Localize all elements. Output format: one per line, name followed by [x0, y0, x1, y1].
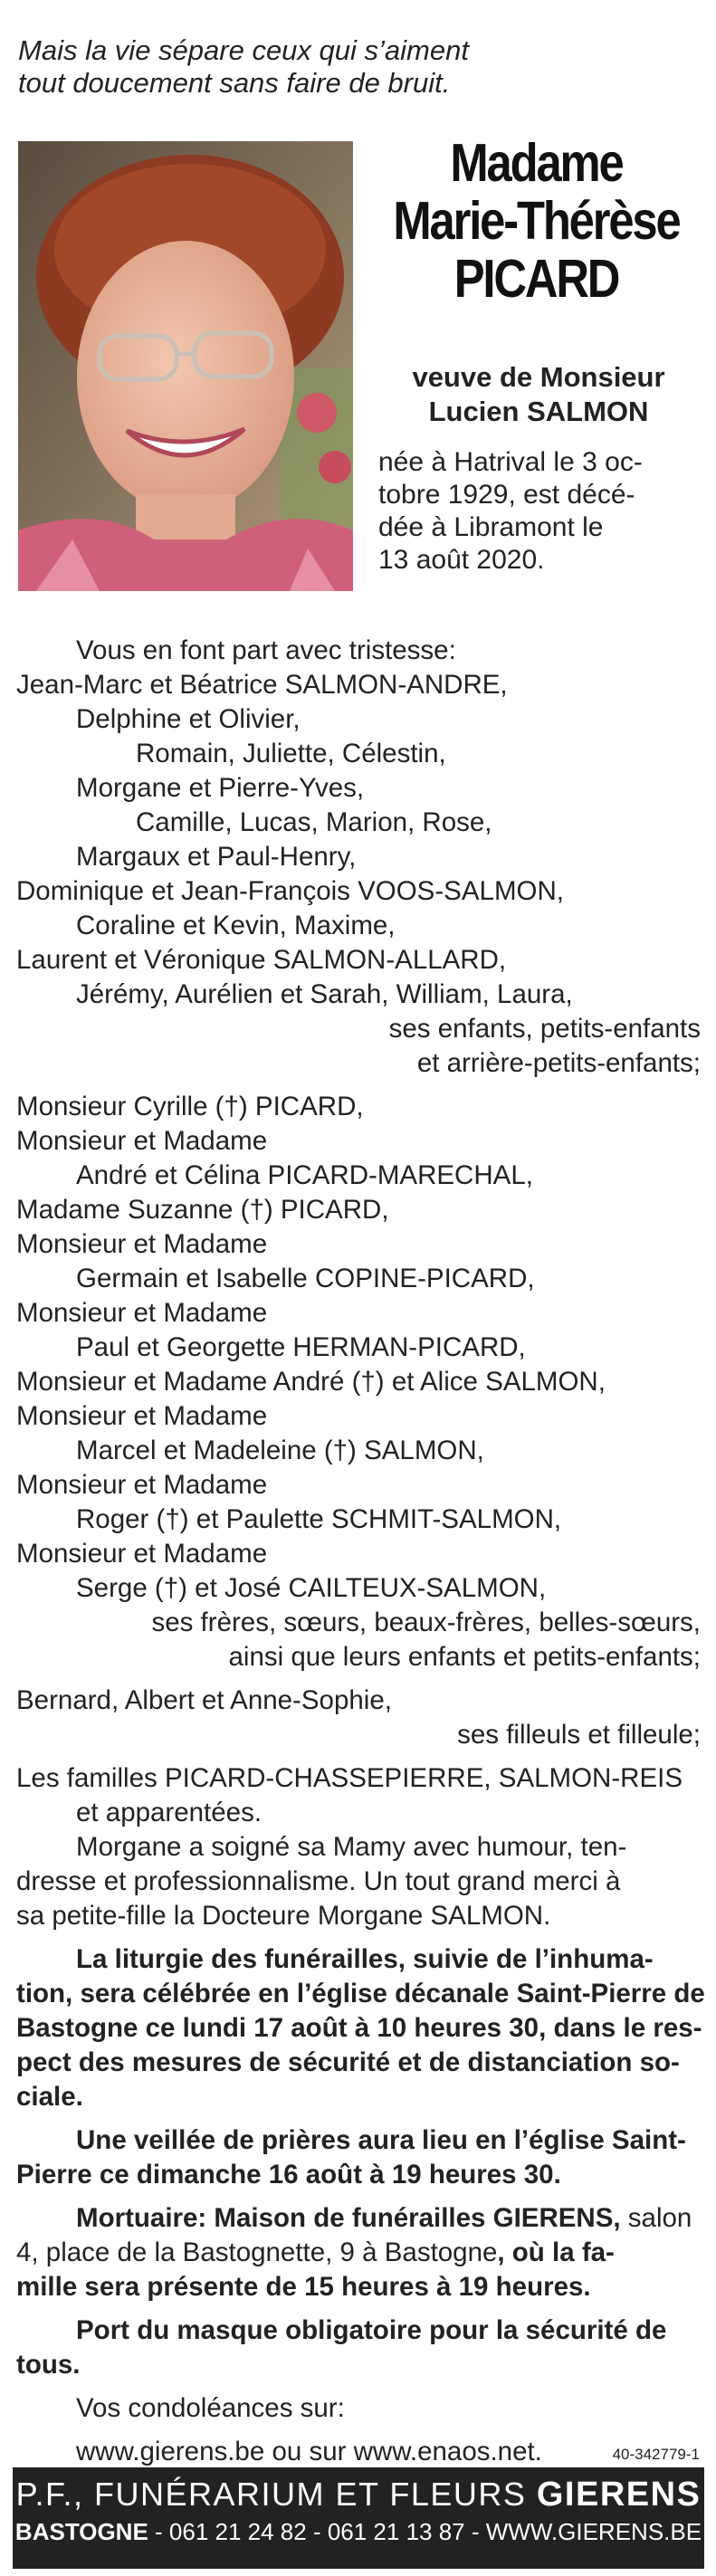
- name-line: Madame: [450, 133, 623, 193]
- mortuary-title: Mortuaire: Maison de funérailles GIERENS,: [76, 2203, 621, 2233]
- family-line: Monsieur et Madame: [16, 1401, 268, 1431]
- thanks-line: sa petite-fille la Docteure Morgane SALMON.: [16, 1901, 551, 1931]
- banner-brand: GIERENS: [536, 2476, 702, 2514]
- family-line: Les familles PICARD-CHASSEPIERRE, SALMON-REIS: [16, 1763, 683, 1793]
- family-line: et apparentées.: [76, 1798, 263, 1827]
- epigraph: [18, 34, 525, 100]
- banner-text: P.F., FUNÉRARIUM ET FLEURS: [15, 2476, 537, 2513]
- birth-line: 13 août 2020.: [378, 545, 545, 575]
- family-relation: ses filleuls et filleule;: [457, 1720, 701, 1750]
- vigil-line: Pierre ce dimanche 16 août à 19 heures 30.: [16, 2160, 561, 2190]
- mortuary-line: [16, 2201, 701, 2236]
- family-line: Monsieur et Madame: [16, 1229, 268, 1259]
- mortuary-line: mille sera présente de 15 heures à 19 heures.: [16, 2272, 591, 2302]
- widow-of: [371, 360, 706, 429]
- mortuary-address: 4, place de la Bastognette, 9 à Bastogne: [16, 2237, 498, 2267]
- funeral-line: La liturgie des funérailles, suivie de l’inhuma-: [76, 1944, 654, 1974]
- name-line: PICARD: [453, 249, 619, 309]
- family-line: Camille, Lucas, Marion, Rose,: [136, 807, 492, 837]
- family-line: Delphine et Olivier,: [76, 704, 301, 734]
- family-line: Monsieur et Madame: [16, 1298, 268, 1328]
- family-line: Paul et Georgette HERMAN-PICARD,: [76, 1332, 526, 1362]
- family-line: Monsieur et Madame: [16, 1470, 268, 1500]
- family-line: Marcel et Madeleine (†) SALMON,: [76, 1436, 484, 1465]
- deceased-name: [390, 134, 683, 308]
- family-line: Morgane et Pierre-Yves,: [76, 773, 365, 803]
- family-line: Margaux et Paul-Henry,: [76, 842, 357, 872]
- family-line: Roger (†) et Paulette SCHMIT-SALMON,: [76, 1504, 562, 1534]
- thanks-line: Morgane a soigné sa Mamy avec humour, ten-: [76, 1832, 627, 1862]
- family-line: Laurent et Véronique SALMON-ALLARD,: [16, 945, 507, 975]
- birth-death-info: [378, 446, 706, 577]
- family-line: Romain, Juliette, Célestin,: [136, 739, 446, 768]
- family-relation: ses enfants, petits-enfants: [388, 1014, 701, 1044]
- family-relation: et arrière-petits-enfants;: [416, 1048, 701, 1078]
- mortuary-text: , où la fa-: [497, 2237, 615, 2267]
- family-line: André et Célina PICARD-MARECHAL,: [76, 1160, 533, 1190]
- family-line: Madame Suzanne (†) PICARD,: [16, 1195, 389, 1225]
- notice-body: [16, 634, 705, 2469]
- widow-line: veuve de Monsieur: [412, 361, 665, 393]
- condolences-links: www.gierens.be ou sur www.enaos.net.: [76, 2437, 542, 2466]
- funeral-home-banner: [13, 2467, 704, 2569]
- widow-line: Lucien SALMON: [428, 396, 649, 427]
- family-line: Serge (†) et José CAILTEUX-SALMON,: [76, 1573, 547, 1603]
- family-intro: Vous en font part avec tristesse:: [76, 635, 456, 665]
- funeral-line: ciale.: [16, 2082, 83, 2112]
- condolences-line: Vos condoléances sur:: [76, 2393, 345, 2423]
- family-line: Monsieur et Madame André (†) et Alice SALMON,: [16, 1367, 606, 1397]
- birth-line: dée à Libramont le: [378, 512, 604, 542]
- family-line: Coraline et Kevin, Maxime,: [76, 911, 396, 940]
- mortuary-line: [16, 2236, 701, 2270]
- family-line: Dominique et Jean-François VOOS-SALMON,: [16, 876, 564, 906]
- family-line: Monsieur et Madame: [16, 1539, 268, 1569]
- mask-line: tous.: [16, 2350, 81, 2380]
- family-line: Jean-Marc et Béatrice SALMON-ANDRE,: [16, 670, 508, 700]
- family-line: Jérémy, Aurélien et Sarah, William, Laura,: [76, 979, 573, 1009]
- funeral-line: pect des mesures de sécurité et de distanciation so-: [16, 2047, 680, 2077]
- thanks-line: dresse et professionnalisme. Un tout grand merci à: [16, 1866, 621, 1896]
- birth-line: née à Hatrival le 3 oc-: [378, 447, 643, 477]
- banner-line-2: [13, 2516, 704, 2547]
- name-line: Marie-Thérèse: [393, 191, 680, 251]
- family-relation: ainsi que leurs enfants et petits-enfants;: [228, 1642, 701, 1672]
- epigraph-line: tout doucement sans faire de bruit.: [18, 67, 451, 99]
- family-relation: ses frères, sœurs, beaux-frères, belles-sœurs,: [151, 1608, 701, 1637]
- funeral-line: tion, sera célébrée en l’église décanale Saint-Pierre de: [16, 1979, 705, 2008]
- family-line: Monsieur Cyrille (†) PICARD,: [16, 1092, 364, 1121]
- mask-line: Port du masque obligatoire pour la sécurité de: [76, 2315, 667, 2345]
- portrait-photo: [18, 141, 353, 591]
- family-line: Monsieur et Madame: [16, 1126, 268, 1156]
- epigraph-line: Mais la vie sépare ceux qui s’aiment: [18, 34, 469, 66]
- banner-contacts: - 061 21 24 82 - 061 21 13 87 - WWW.GIERENS.BE: [148, 2518, 702, 2545]
- vigil-line: Une veillée de prières aura lieu en l’église Saint-: [76, 2125, 686, 2155]
- ad-reference: 40-342779-1: [612, 2446, 700, 2463]
- banner-city: BASTOGNE: [14, 2518, 148, 2545]
- mortuary-text: salon: [620, 2203, 692, 2233]
- family-line: Bernard, Albert et Anne-Sophie,: [16, 1685, 392, 1715]
- birth-line: tobre 1929, est décé-: [378, 480, 635, 510]
- funeral-line: Bastogne ce lundi 17 août à 10 heures 30, dans le res-: [16, 2013, 702, 2043]
- family-line: Germain et Isabelle COPINE-PICARD,: [76, 1264, 535, 1293]
- banner-line-1: [13, 2467, 704, 2516]
